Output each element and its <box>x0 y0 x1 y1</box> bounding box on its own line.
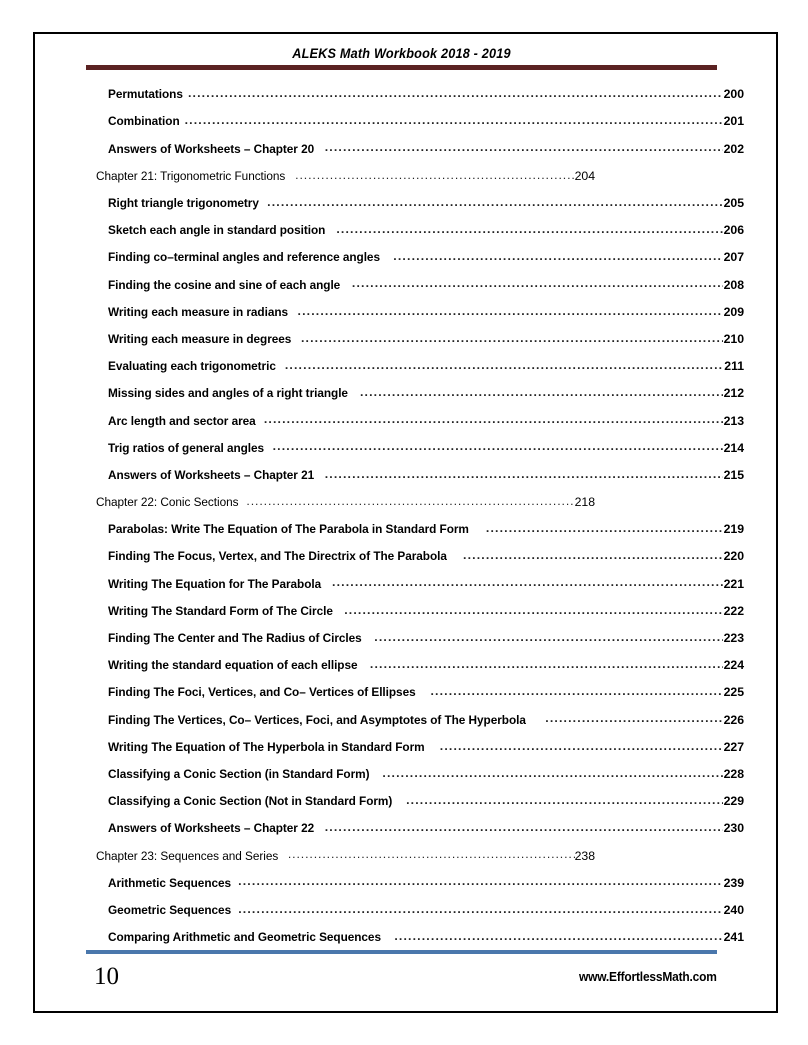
toc-entry-label: Answers of Worksheets – Chapter 20 <box>108 141 315 156</box>
toc-entry-row[interactable] <box>35 140 776 167</box>
toc-entry-page-number: 224 <box>723 658 744 673</box>
toc-entry-page-number: 223 <box>723 631 744 646</box>
toc-chapter-row[interactable] <box>35 847 776 874</box>
toc-entry-row[interactable] <box>35 603 776 630</box>
toc-entry-row[interactable] <box>35 86 776 113</box>
toc-row-inner <box>108 603 744 618</box>
toc-row-inner <box>108 711 744 726</box>
toc-entry-page-number: 227 <box>723 739 744 754</box>
toc-entry-row[interactable] <box>35 412 776 439</box>
toc-entry-page-number: 222 <box>723 603 744 618</box>
toc-dot-leader <box>325 467 723 479</box>
toc-entry-page-number: 209 <box>723 304 744 319</box>
toc-entry-page-number: 206 <box>723 223 744 238</box>
toc-entry-page-number: 211 <box>724 359 744 374</box>
toc-entry-row[interactable] <box>35 521 776 548</box>
toc-entry-label: Answers of Worksheets – Chapter 22 <box>108 821 315 836</box>
toc-entry-row[interactable] <box>35 304 776 331</box>
toc-row-inner <box>108 820 744 835</box>
toc-row-inner <box>108 929 744 944</box>
toc-entry-page-number: 239 <box>723 875 744 890</box>
toc-entry-page-number: 207 <box>723 250 744 265</box>
toc-entry-label: Finding The Vertices, Co– Vertices, Foci, and Asymptotes of The Hyperbola <box>108 712 526 727</box>
toc-dot-leader <box>288 847 575 859</box>
toc-row-inner <box>108 657 744 672</box>
toc-entry-page-number: 201 <box>723 114 744 129</box>
toc-entry-label: Sketch each angle in standard position <box>108 223 326 238</box>
toc-entry-label: Writing each measure in radians <box>108 304 289 319</box>
toc-entry-row[interactable] <box>35 358 776 385</box>
table-of-contents <box>35 86 776 956</box>
toc-row-inner <box>108 304 744 319</box>
toc-entry-row[interactable] <box>35 113 776 140</box>
toc-row-inner <box>108 222 744 237</box>
toc-dot-leader <box>332 575 723 587</box>
toc-entry-page-number: 205 <box>723 196 744 211</box>
toc-dot-leader <box>285 358 723 370</box>
toc-dot-leader <box>264 412 723 424</box>
toc-entry-row[interactable] <box>35 276 776 303</box>
toc-entry-row[interactable] <box>35 385 776 412</box>
toc-entry-label: Missing sides and angles of a right triangle <box>108 386 348 401</box>
toc-entry-page-number: 204 <box>574 168 595 183</box>
toc-dot-leader <box>238 902 722 914</box>
toc-entry-row[interactable] <box>35 222 776 249</box>
toc-row-inner <box>108 331 744 346</box>
toc-chapter-row[interactable] <box>35 168 776 195</box>
toc-dot-leader <box>440 739 723 751</box>
toc-row-inner <box>108 140 744 155</box>
toc-entry-label: Writing the standard equation of each ellipse <box>108 658 358 673</box>
toc-entry-label: Right triangle trigonometry <box>108 196 259 211</box>
toc-dot-leader <box>430 684 722 696</box>
document-page <box>33 32 778 1013</box>
toc-row-inner <box>108 874 744 889</box>
toc-chapter-row[interactable] <box>35 494 776 521</box>
toc-entry-label: Geometric Sequences <box>108 902 232 917</box>
toc-entry-label: Arithmetic Sequences <box>108 875 232 890</box>
toc-row-inner <box>108 739 744 754</box>
toc-row-inner <box>108 766 744 781</box>
toc-row-inner <box>108 521 744 536</box>
toc-entry-page-number: 221 <box>723 576 744 591</box>
toc-entry-row[interactable] <box>35 874 776 901</box>
toc-dot-leader <box>185 113 723 125</box>
toc-row-inner <box>96 168 595 183</box>
toc-dot-leader <box>273 439 723 451</box>
toc-entry-row[interactable] <box>35 249 776 276</box>
toc-entry-label: Finding co–terminal angles and reference angles <box>108 250 380 265</box>
toc-dot-leader <box>486 521 723 533</box>
footer-rule <box>86 950 717 954</box>
toc-entry-page-number: 212 <box>723 386 744 401</box>
toc-entry-page-number: 214 <box>723 440 744 455</box>
toc-dot-leader <box>374 630 722 642</box>
toc-entry-row[interactable] <box>35 195 776 222</box>
toc-entry-page-number: 228 <box>723 766 744 781</box>
running-header <box>86 46 717 70</box>
toc-entry-row[interactable] <box>35 684 776 711</box>
toc-dot-leader <box>352 276 723 288</box>
toc-entry-row[interactable] <box>35 766 776 793</box>
toc-entry-page-number: 208 <box>723 277 744 292</box>
toc-entry-label: Answers of Worksheets – Chapter 21 <box>108 467 315 482</box>
toc-row-inner <box>108 195 744 210</box>
toc-dot-leader <box>301 331 723 343</box>
toc-entry-page-number: 241 <box>723 930 744 945</box>
toc-dot-leader <box>325 820 723 832</box>
toc-row-inner <box>108 86 744 101</box>
toc-entry-label: Combination <box>108 114 180 129</box>
toc-entry-page-number: 240 <box>723 902 744 917</box>
toc-entry-label: Writing The Standard Form of The Circle <box>108 603 333 618</box>
toc-dot-leader <box>336 222 722 234</box>
toc-entry-label: Evaluating each trigonometric <box>108 359 276 374</box>
toc-row-inner <box>96 494 595 509</box>
toc-row-inner <box>108 575 744 590</box>
toc-entry-label: Writing The Equation of The Hyperbola in Standard Form <box>108 739 425 754</box>
book-title: ALEKS Math Workbook 2018 - 2019 <box>292 46 511 61</box>
toc-dot-leader <box>188 86 723 98</box>
toc-entry-row[interactable] <box>35 739 776 766</box>
toc-entry-label: Classifying a Conic Section (Not in Standard Form) <box>108 794 393 809</box>
toc-row-inner <box>108 358 744 373</box>
toc-row-inner <box>108 630 744 645</box>
toc-entry-page-number: 215 <box>723 467 744 482</box>
toc-entry-row[interactable] <box>35 793 776 820</box>
toc-entry-label: Trig ratios of general angles <box>108 440 265 455</box>
toc-entry-page-number: 213 <box>723 413 744 428</box>
toc-dot-leader <box>325 140 723 152</box>
toc-dot-leader <box>360 385 723 397</box>
toc-entry-row[interactable] <box>35 575 776 602</box>
toc-entry-page-number: 202 <box>723 141 744 156</box>
toc-dot-leader <box>246 494 574 506</box>
toc-dot-leader <box>545 711 722 723</box>
toc-entry-page-number: 238 <box>574 848 595 863</box>
toc-dot-leader <box>406 793 723 805</box>
page-content <box>35 34 776 1011</box>
toc-entry-label: Writing The Equation for The Parabola <box>108 576 322 591</box>
toc-entry-row[interactable] <box>35 657 776 684</box>
toc-entry-page-number: 219 <box>723 522 744 537</box>
toc-row-inner <box>108 385 744 400</box>
toc-entry-label: Finding The Foci, Vertices, and Co– Vertices of Ellipses <box>108 685 416 700</box>
toc-row-inner <box>108 113 744 128</box>
toc-entry-label: Finding The Center and The Radius of Circles <box>108 631 362 646</box>
toc-entry-label: Arc length and sector area <box>108 413 256 428</box>
toc-entry-row[interactable] <box>35 467 776 494</box>
toc-entry-row[interactable] <box>35 902 776 929</box>
toc-row-inner <box>108 467 744 482</box>
toc-entry-label: Permutations <box>108 87 183 102</box>
toc-entry-row[interactable] <box>35 711 776 738</box>
toc-row-inner <box>108 793 744 808</box>
toc-dot-leader <box>393 249 722 261</box>
toc-entry-row[interactable] <box>35 548 776 575</box>
toc-entry-label: Chapter 22: Conic Sections <box>96 495 239 510</box>
running-footer <box>86 950 717 991</box>
toc-row-inner <box>108 249 744 264</box>
toc-entry-page-number: 225 <box>723 685 744 700</box>
toc-entry-label: Finding The Focus, Vertex, and The Directrix of The Parabola <box>108 549 447 564</box>
toc-dot-leader <box>267 195 722 207</box>
toc-entry-page-number: 200 <box>723 87 744 102</box>
toc-dot-leader <box>295 168 574 180</box>
toc-entry-page-number: 220 <box>723 549 744 564</box>
toc-dot-leader <box>463 548 723 560</box>
toc-entry-page-number: 230 <box>723 821 744 836</box>
toc-dot-leader <box>382 766 722 778</box>
toc-entry-page-number: 210 <box>723 331 744 346</box>
toc-dot-leader <box>370 657 723 669</box>
website-link[interactable]: www.EffortlessMath.com <box>579 968 717 984</box>
toc-entry-label: Parabolas: Write The Equation of The Parabola in Standard Form <box>108 522 469 537</box>
toc-row-inner <box>108 412 744 427</box>
toc-entry-label: Finding the cosine and sine of each angle <box>108 277 341 292</box>
toc-dot-leader <box>394 929 722 941</box>
toc-entry-row[interactable] <box>35 630 776 657</box>
toc-row-inner <box>108 902 744 917</box>
toc-row-inner <box>108 548 744 563</box>
toc-entry-page-number: 226 <box>723 712 744 727</box>
page-number: 10 <box>94 962 119 990</box>
toc-dot-leader <box>344 603 722 615</box>
toc-entry-label: Chapter 23: Sequences and Series <box>96 848 279 863</box>
toc-entry-row[interactable] <box>35 439 776 466</box>
toc-entry-page-number: 218 <box>574 495 595 510</box>
toc-row-inner <box>108 439 744 454</box>
toc-entry-label: Writing each measure in degrees <box>108 331 292 346</box>
toc-row-inner <box>108 276 744 291</box>
toc-entry-label: Comparing Arithmetic and Geometric Sequences <box>108 930 381 945</box>
toc-dot-leader <box>238 874 722 886</box>
footer-row <box>86 961 717 991</box>
toc-entry-label: Chapter 21: Trigonometric Functions <box>96 168 286 183</box>
toc-row-inner <box>96 847 595 862</box>
toc-entry-row[interactable] <box>35 820 776 847</box>
toc-row-inner <box>108 684 744 699</box>
toc-dot-leader <box>298 304 723 316</box>
toc-entry-label: Classifying a Conic Section (in Standard Form) <box>108 766 370 781</box>
toc-entry-row[interactable] <box>35 331 776 358</box>
toc-entry-page-number: 229 <box>723 794 744 809</box>
header-rule <box>86 65 717 70</box>
